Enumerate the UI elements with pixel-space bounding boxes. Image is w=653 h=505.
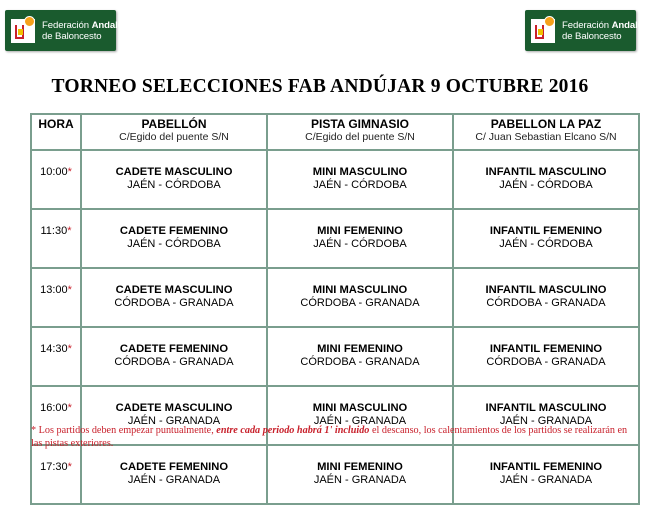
time-cell: [31, 327, 81, 386]
game-category: MINI FEMENINO: [317, 225, 403, 237]
game-teams: CÓRDOBA - GRANADA: [114, 297, 234, 309]
game-teams: JAÉN - CÓRDOBA: [127, 179, 221, 191]
game-teams: JAÉN - CÓRDOBA: [499, 179, 593, 191]
game-teams: JAÉN - CÓRDOBA: [499, 238, 593, 250]
asterisk-mark: *: [67, 343, 72, 355]
table-row: [31, 327, 639, 386]
game-teams: JAÉN - CÓRDOBA: [313, 179, 407, 191]
game-category: INFANTIL FEMENINO: [489, 225, 603, 237]
basketball-hoop-icon: [9, 16, 39, 46]
basketball-hoop-icon: [529, 16, 559, 46]
game-cell: [81, 209, 267, 268]
hora-header: HORA: [31, 114, 81, 150]
game-category: CADETE FEMENINO: [119, 343, 229, 355]
asterisk-mark: *: [67, 461, 72, 473]
logo-text: Federación Andaluza de Baloncesto: [42, 19, 134, 42]
time-value: 14:30: [40, 343, 68, 355]
game-teams: JAÉN - GRANADA: [127, 474, 221, 486]
game-cell: [81, 327, 267, 386]
game-category: INFANTIL MASCULINO: [485, 166, 607, 178]
game-teams: JAÉN - GRANADA: [313, 474, 407, 486]
game-cell: [81, 268, 267, 327]
game-teams: JAÉN - CÓRDOBA: [127, 238, 221, 250]
game-category: MINI MASCULINO: [312, 166, 408, 178]
venue-header-pabellon: [81, 114, 267, 150]
game-teams: JAÉN - GRANADA: [499, 474, 593, 486]
game-cell: [267, 150, 453, 209]
time-cell: [31, 209, 81, 268]
footnote: * Los partidos deben empezar puntualmente, entre cada periodo habrá 1' incluido el descanso, los calentamientos de los partidos se realizarán en las pistas exteriores.: [31, 425, 628, 449]
game-teams: JAÉN - GRANADA: [313, 415, 407, 427]
game-category: CADETE MASCULINO: [115, 284, 233, 296]
venue-address: C/ Juan Sebastian Elcano S/N: [475, 131, 617, 143]
fab-logo-left: [5, 10, 134, 51]
header-row: [31, 114, 639, 150]
table-row: [31, 209, 639, 268]
venue-header-pabellon-la-paz: [453, 114, 639, 150]
venue-name: PISTA GIMNASIO: [310, 117, 409, 131]
asterisk-mark: *: [67, 225, 72, 237]
venue-address: C/Egido del puente S/N: [119, 131, 229, 143]
venue-name: PABELLÓN: [141, 117, 207, 131]
time-value: 11:30: [40, 225, 68, 237]
game-category: CADETE MASCULINO: [115, 402, 233, 414]
table-row: [31, 445, 639, 504]
game-cell: [267, 445, 453, 504]
time-value: 10:00: [40, 166, 68, 178]
time-cell: [31, 268, 81, 327]
time-value: 17:30: [40, 461, 68, 473]
game-cell: [81, 445, 267, 504]
game-cell: [81, 150, 267, 209]
time-value: 13:00: [40, 284, 68, 296]
asterisk-mark: *: [67, 402, 72, 414]
asterisk-mark: *: [67, 284, 72, 296]
game-teams: CÓRDOBA - GRANADA: [300, 297, 420, 309]
game-teams: CÓRDOBA - GRANADA: [300, 356, 420, 368]
game-cell: [267, 327, 453, 386]
asterisk-mark: *: [67, 166, 72, 178]
game-cell: [453, 209, 639, 268]
game-category: MINI FEMENINO: [317, 461, 403, 473]
game-teams: CÓRDOBA - GRANADA: [114, 356, 234, 368]
table-row: [31, 268, 639, 327]
game-category: CADETE FEMENINO: [119, 225, 229, 237]
game-teams: JAÉN - GRANADA: [499, 415, 593, 427]
venue-header-pista-gimnasio: [267, 114, 453, 150]
game-cell: [453, 445, 639, 504]
game-category: MINI MASCULINO: [312, 284, 408, 296]
game-category: INFANTIL MASCULINO: [485, 284, 607, 296]
table-row: [31, 150, 639, 209]
time-value: 16:00: [40, 402, 68, 414]
game-category: MINI MASCULINO: [312, 402, 408, 414]
game-cell: [453, 327, 639, 386]
game-teams: JAÉN - GRANADA: [127, 415, 221, 427]
venue-address: C/Egido del puente S/N: [305, 131, 415, 143]
game-teams: JAÉN - CÓRDOBA: [313, 238, 407, 250]
game-category: CADETE MASCULINO: [115, 166, 233, 178]
game-teams: CÓRDOBA - GRANADA: [486, 356, 606, 368]
game-category: CADETE FEMENINO: [119, 461, 229, 473]
game-cell: [453, 268, 639, 327]
page-title: TORNEO SELECCIONES FAB ANDÚJAR 9 OCTUBRE 2016: [51, 76, 589, 97]
game-cell: [267, 209, 453, 268]
game-category: INFANTIL MASCULINO: [485, 402, 607, 414]
game-cell: [267, 268, 453, 327]
game-category: INFANTIL FEMENINO: [489, 343, 603, 355]
game-category: INFANTIL FEMENINO: [489, 461, 603, 473]
game-teams: CÓRDOBA - GRANADA: [486, 297, 606, 309]
logo-text: Federación Andaluza de Baloncesto: [562, 19, 653, 42]
venue-name: PABELLON LA PAZ: [490, 117, 602, 131]
fab-logo-right: [525, 10, 653, 51]
game-category: MINI FEMENINO: [317, 343, 403, 355]
time-cell: [31, 445, 81, 504]
game-cell: [453, 150, 639, 209]
time-cell: [31, 150, 81, 209]
